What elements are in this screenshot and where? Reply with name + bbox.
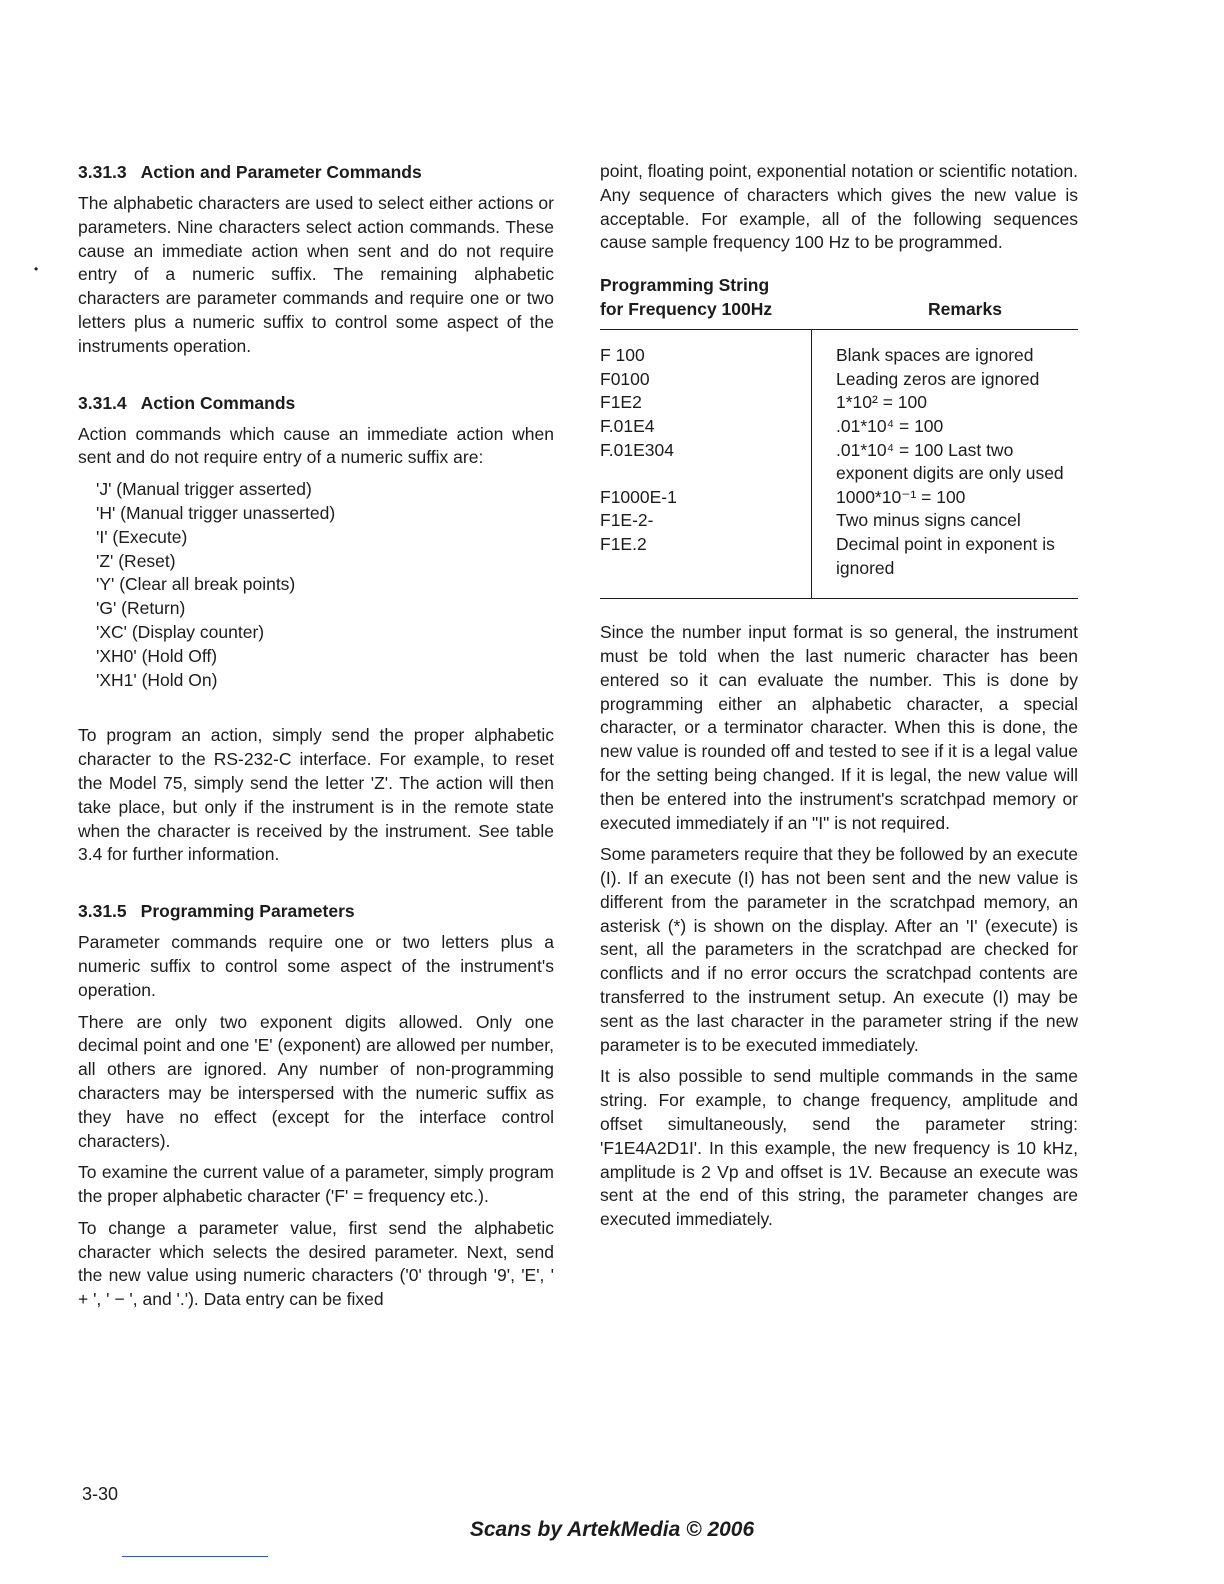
- column-header-remarks: Remarks: [928, 299, 1002, 320]
- list-item: 'I' (Execute): [96, 526, 188, 547]
- list-item: 'XH1' (Hold On): [96, 669, 218, 690]
- table-row: F1000E-1 1000*10⁻¹ = 100: [600, 486, 1078, 510]
- table-row: F1E-2- Two minus signs cancel: [600, 509, 1078, 533]
- section-heading-3-31-3: 3.31.3 Action and Parameter Commands: [78, 162, 422, 182]
- list-item: 'H' (Manual trigger unasserted): [96, 502, 336, 523]
- list-item: 'J' (Manual trigger asserted): [96, 479, 312, 500]
- scan-credit: Scans by ArtekMedia © 2006: [469, 1518, 755, 1541]
- paragraph: There are only two exponent digits allowed. Only one decimal point and one 'E' (exponent) are allowed per number, all others are ignored. Any number of non-programming characters may be interspersed with the numeric suffix as they have no effect (except for the interface control characters).: [78, 1011, 554, 1151]
- page-number: 3-30: [82, 1484, 119, 1504]
- paragraph: point, floating point, exponential notation or scientific notation. Any sequence of characters which gives the new value is acceptable. For example, all of the following sequences cause sample frequency 100 Hz to be programmed.: [600, 161, 1078, 253]
- paragraph: Action commands which cause an immediate action when sent and do not require entry of a numeric suffix are:: [78, 423, 554, 468]
- list-item: 'XH0' (Hold Off): [96, 645, 218, 666]
- action-command-list: [78, 478, 554, 692]
- table-row: F 100 Blank spaces are ignored: [600, 330, 1078, 368]
- paragraph: It is also possible to send multiple commands in the same string. For example, to change frequency, amplitude and offset simultaneously, send the parameter string: 'F1E4A2D1I'. In this example, the new frequency is 10 kHz, amplitude is 2 Vp and offset is 1V. Because an execute was sent at the end of this string, the parameter changes are executed immediately.: [600, 1066, 1078, 1230]
- table-row: F.01E4 .01*10⁴ = 100: [600, 415, 1078, 439]
- table-row: F.01E304 .01*10⁴ = 100 Last two exponent digits are only used: [600, 439, 1078, 486]
- list-item: 'XC' (Display counter): [96, 621, 265, 642]
- list-item: 'Z' (Reset): [96, 550, 176, 571]
- left-column: [78, 160, 554, 1320]
- table-row: F1E2 1*10² = 100: [600, 391, 1078, 415]
- paragraph: To program an action, simply send the proper alphabetic character to the RS-232-C interface. For example, to reset the Model 75, simply send the letter 'Z'. The action will then take place, but only if the instrument is in the remote state when the character is received by the instrument. See table 3.4 for further information.: [78, 725, 554, 865]
- paragraph: Parameter commands require one or two letters plus a numeric suffix to control some aspect of the instrument's operation.: [78, 932, 554, 1000]
- right-column: [600, 160, 1078, 1240]
- paragraph: To change a parameter value, first send the alphabetic character which selects the desired parameter. Next, send the new value using numeric characters ('0' through '9', 'E', ' + ', ' − ', and '.'). Data entry can be fixed: [78, 1217, 554, 1310]
- margin-dot: •: [34, 262, 39, 276]
- table-row: F1E.2 Decimal point in exponent is ignored: [600, 533, 1078, 598]
- paragraph: Since the number input format is so general, the instrument must be told when the last numeric character has been entered so it can evaluate the number. This is done by programming either an alphabetic character, a special character, or a terminator character. When this is done, the new value is rounded off and tested to see if it is a legal value for the setting being changed. If it is legal, the new value will then be entered into the instrument's scratchpad memory or executed immediately if an "I" is not required.: [600, 622, 1078, 833]
- table-header: [600, 273, 1078, 321]
- programming-table: [600, 329, 1078, 599]
- section-heading-3-31-5: 3.31.5 Programming Parameters: [78, 901, 355, 922]
- table-row: F0100 Leading zeros are ignored: [600, 368, 1078, 392]
- list-item: 'Y' (Clear all break points): [96, 574, 296, 595]
- paragraph: Some parameters require that they be followed by an execute (I). If an execute (I) has not been sent and the new value is different from the parameter in the scratchpad memory, an asterisk (*) is shown on the display. After an 'I' (execute) is sent, all the parameters in the scratchpad are checked for conflicts and if no error occurs the scratchpad contents are transferred to the instrument setup. An execute (I) may be sent as the last character in the parameter string if the new parameter is to be executed immediately.: [600, 844, 1078, 1055]
- column-header-string: Programming String for Frequency 100Hz: [600, 275, 773, 320]
- paragraph: To examine the current value of a parameter, simply program the proper alphabetic character ('F' = frequency etc.).: [78, 1162, 554, 1207]
- divider: [122, 1556, 268, 1557]
- list-item: 'G' (Return): [96, 598, 186, 619]
- section-heading-3-31-4: 3.31.4 Action Commands: [78, 392, 296, 413]
- paragraph: The alphabetic characters are used to select either actions or parameters. Nine characters select action commands. These cause an immediate action when sent and do not require entry of a numeric suffix. The remaining alphabetic characters are parameter commands and require one or two letters plus a numeric suffix to control some aspect of the instruments operation.: [78, 193, 554, 356]
